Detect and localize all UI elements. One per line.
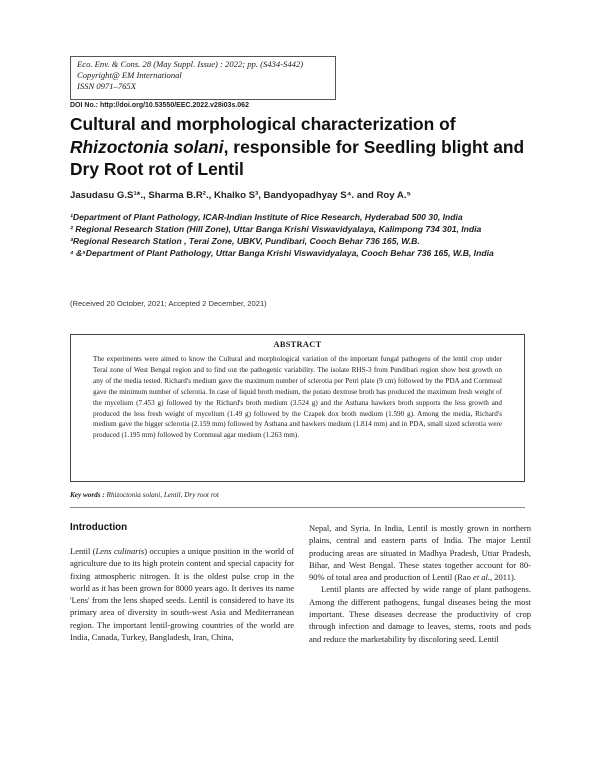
intro-text: ) occupies a unique position in the world of agriculture due to its high protein content and special capacity for fixing atmospheric nitrogen. It is the oldest pulse crop in the world as it has been grown for 8000 years ago. It derives its name 'Lens' from the lens shaped seeds. Lentil is considered to have its primary area of diversity in south-west Asia and Mediterranean region. The important lentil-growing countries of the world are India, Canada, Turkey, Bangladesh, Iran, China,	[70, 546, 294, 643]
intro-text: Lentil (	[70, 546, 96, 556]
introduction-heading: Introduction	[70, 522, 128, 533]
intro-italic-species: Lens culinaris	[95, 546, 145, 556]
paper-title	[70, 113, 540, 181]
keyword-rest: , Lentil, Dry root rot	[160, 491, 219, 499]
keyword-italic-term: Rhizoctonia solani	[106, 491, 161, 499]
keywords-label: Key words :	[70, 491, 105, 499]
affiliation-item: ¹Department of Plant Pathology, ICAR-Indian Institute of Rice Research, Hyderabad 500 30, India	[70, 212, 463, 222]
abstract-text: The experiments were aimed to know the Cultural and morphological variation of the important fungal pathogens of the lentil crop under Terai zone of West Bengal region and to find out the pathogenic variability. The isolate RHS-3 from Pundibari region show best growth on any of the media tested. Richard's medium gave the maximum number of sclerotia per Petri plate (9 cm) followed by the PDA and Cornmeal gave the minimum number of sclerotia. In case of liquid broth medium, the potato dextrose broth has produced the maximum fresh weight of the mycelium (7.453 g) followed by the Richard's broth medium (3.524 g) and the Asthana hawkers broth supports the less growth and produced the less fresh weight of mycelium (1.49 g) followed by the Czapek dox broth medium (1.590 g). Among the media, Richard's medium gave the bigger sclerotia (2.159 mm) followed by Asthana and hawkers medium (1.814 mm) and in PDA, small sized sclerotia were produced (1.195 mm) followed by Cornmeal agar medium (1.263 mm).	[93, 355, 502, 440]
keywords	[70, 491, 219, 499]
title-part-1: Cultural and morphological characterization of	[70, 114, 456, 134]
intro-text: Nepal, and Syria. In India, Lentil is mostly grown in northern plains, central and eastern parts of India. The major Lentil producing areas are situated in Madhya Pradesh, Uttar Pradesh, Bihar, and West Bengal. These states together account for 80-90% of total area and production of Lentil (Rao	[309, 523, 531, 583]
title-italic-species: Rhizoctonia solani	[70, 136, 224, 157]
body-column-left	[70, 522, 294, 643]
affiliation-item: ⁴ &⁵Department of Plant Pathology, Uttar Banga Krishi Viswavidyalaya, Cooch Behar 736 165, W.B, India	[70, 248, 494, 259]
journal-line: Eco. Env. & Cons. 28 (May Suppl. Issue) : 2022; pp. (S434-S442)	[77, 59, 304, 69]
introduction-paragraph	[70, 545, 294, 643]
received-dates: (Received 20 October, 2021; Accepted 2 December, 2021)	[70, 299, 267, 308]
pathogen-paragraph: Lentil plants are affected by wide range of plant pathogens. Among the different pathogens, fungal diseases being the most important. These diseases decrease the productivity of crop through infection and damage to leaves, stems, roots and pods and reduce the marketability by discoloring seed. Lentil	[309, 584, 531, 644]
doi-link[interactable]: DOI No.: http://doi.org/10.53550/EEC.2022.v28i03s.062	[70, 102, 249, 109]
intro-citation-italic: et al.	[473, 572, 491, 583]
affiliation-list	[70, 212, 525, 260]
issn-line: ISSN 0971–765X	[77, 81, 136, 91]
abstract-heading: ABSTRACT	[273, 340, 322, 349]
affiliation-item: ³Regional Research Station , Terai Zone, UBKV, Pundibari, Cooch Behar 736 165, W.B.	[70, 236, 420, 247]
copyright-line: Copyright@ EM International	[77, 70, 182, 80]
body-column-right	[309, 522, 531, 645]
introduction-paragraph-continued	[309, 522, 531, 583]
title-part-2: , responsible for Seedling blight and Dry Root rot of Lentil	[70, 136, 525, 179]
journal-citation-box	[70, 56, 336, 100]
abstract-box	[70, 334, 525, 482]
affiliation-item: ² Regional Research Station (Hill Zone), Uttar Banga Krishi Viswavidyalaya, Kalimpong 734 301, India	[70, 224, 482, 235]
intro-text: , 2011).	[490, 572, 516, 583]
section-divider	[70, 507, 525, 508]
author-list: Jasudasu G.S¹*., Sharma B.R²., Khalko S³, Bandyopadhyay S⁴. and Roy A.⁵	[70, 190, 412, 201]
